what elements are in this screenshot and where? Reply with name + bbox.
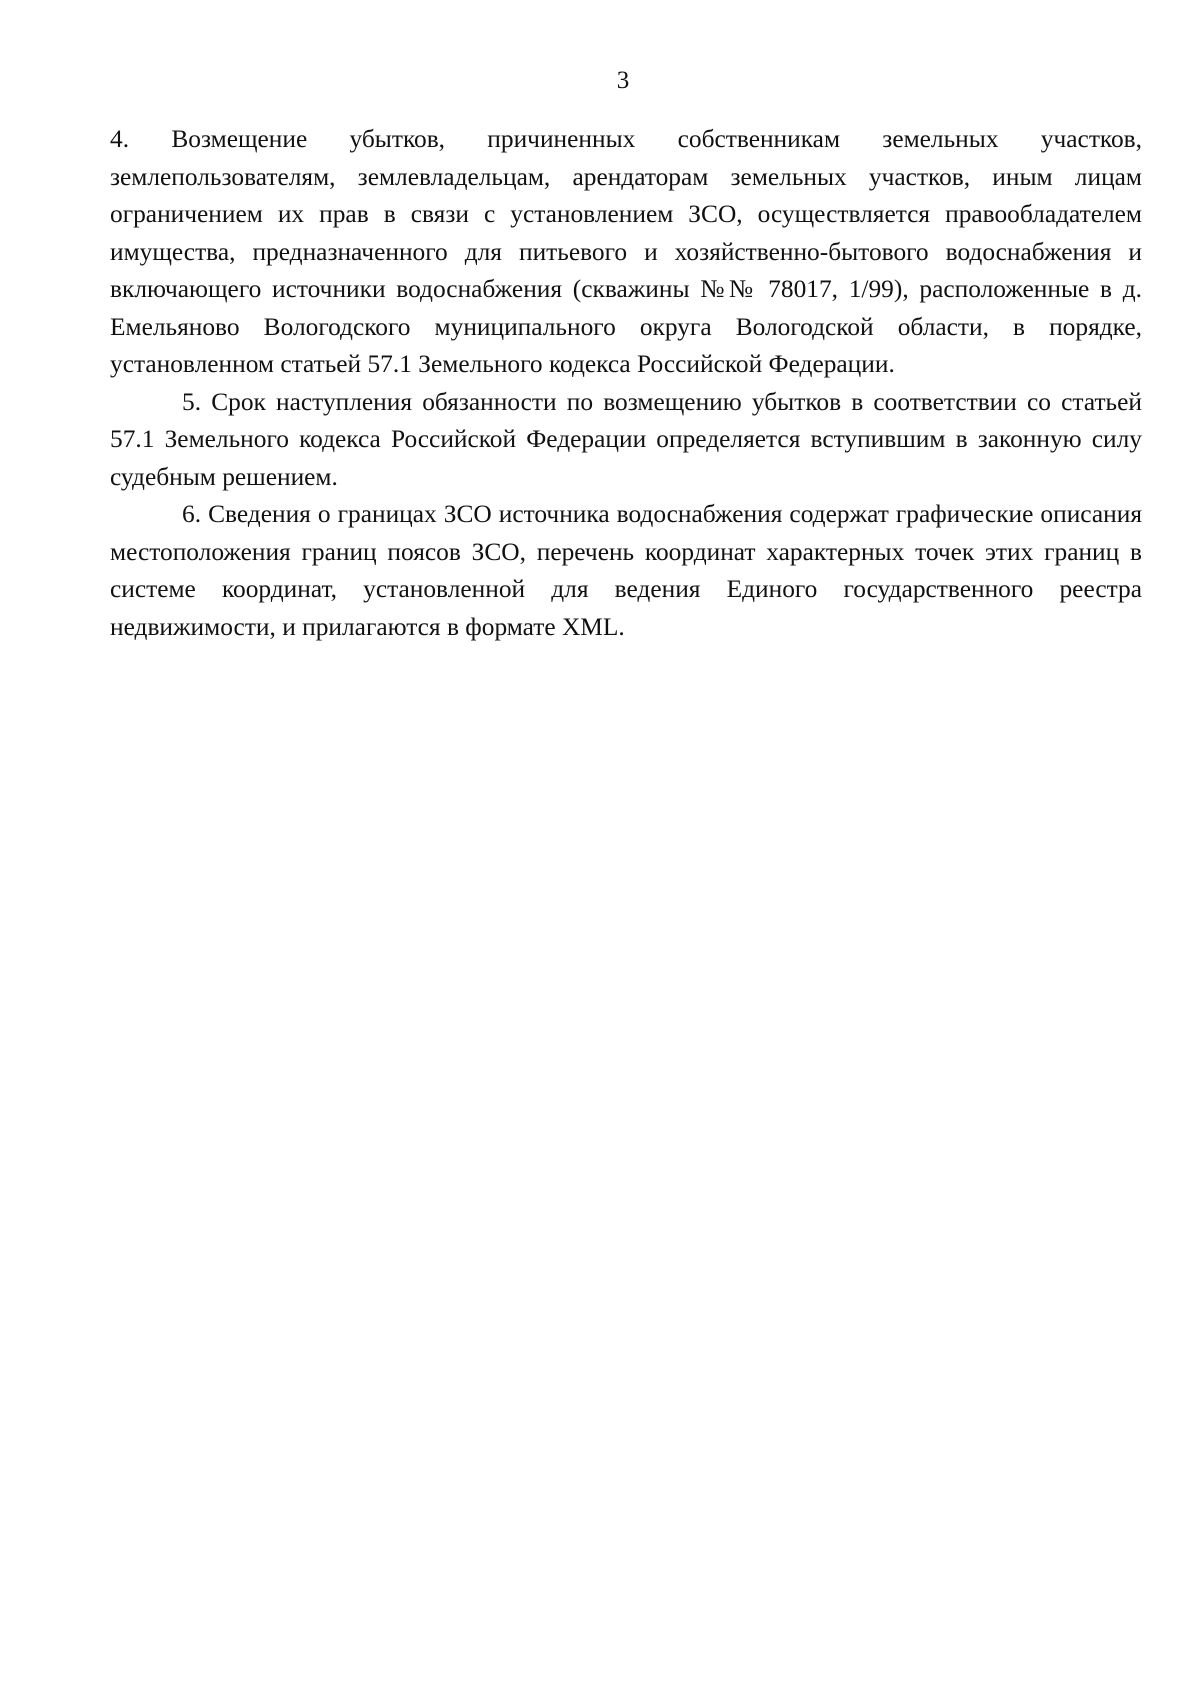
- document-body: [110, 121, 1142, 646]
- page-number: 3: [616, 67, 630, 94]
- paragraph-6-zso-boundaries: 6. Сведения о границах ЗСО источника водоснабжения содержат графические описания местоположения границ поясов ЗСО, перечень координат характерных точек этих границ в системе координат, установленной для ведения Единого государственного реестра недвижимости, и прилагаются в формате XML.: [110, 500, 1142, 641]
- paragraph-5-obligation-term: 5. Срок наступления обязанности по возмещению убытков в соответствии со статьей 57.1 Земельного кодекса Российской Федерации определяется вступившим в законную силу судебным решением.: [110, 387, 1142, 491]
- paragraph-4-compensation: 4. Возмещение убытков, причиненных собственникам земельных участков, землепользователям, землевладельцам, арендаторам земельных участков, иным лицам ограничением их прав в связи с установлением ЗСО, осуществляется правообладателем имущества, предназначенного для питьевого и хозяйственно-бытового водоснабжения и включающего источники водоснабжения (скважины №№ 78017, 1/99), расположенные в д. Емельяново Вологодского муниципального округа Вологодской области, в порядке, установленном статьей 57.1 Земельного кодекса Российской Федерации.: [110, 125, 1142, 378]
